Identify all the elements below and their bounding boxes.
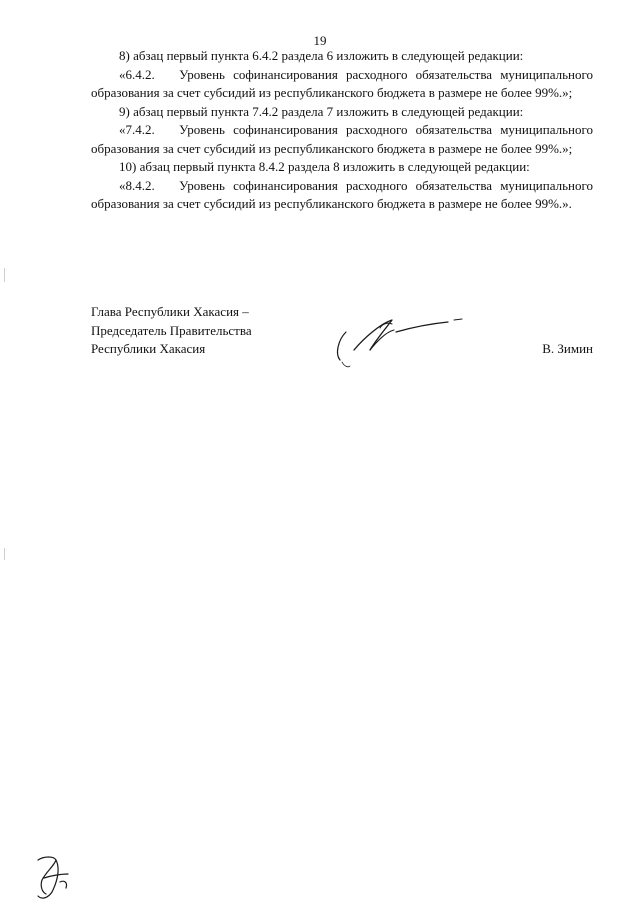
amendment-item-8: 8) абзац первый пункта 6.4.2 раздела 6 изложить в следующей редакции: xyxy=(119,48,524,63)
handwritten-initials-icon xyxy=(30,848,76,902)
page-number: 19 xyxy=(313,33,327,48)
amendment-text-6-4-2: «6.4.2. Уровень софинансирования расходного обязательства муниципального образования за счет субсидий из республиканского бюджета в размере не более 99%.»; xyxy=(91,66,593,100)
signatory-title xyxy=(91,303,252,359)
handwritten-signature-icon xyxy=(330,310,470,376)
scan-margin-mark xyxy=(4,268,5,282)
amendment-text xyxy=(91,47,593,214)
signatory-title-line-3: Республики Хакасия xyxy=(91,341,206,356)
signatory-title-line-1: Глава Республики Хакасия – xyxy=(91,304,249,319)
amendment-item-9: 9) абзац первый пункта 7.4.2 раздела 7 изложить в следующей редакции: xyxy=(119,103,524,119)
scan-margin-mark xyxy=(4,548,5,560)
amendment-item-10: 10) абзац первый пункта 8.4.2 раздела 8 изложить в следующей редакции: xyxy=(119,159,530,174)
amendment-text-7-4-2: «7.4.2. Уровень софинансирования расходного обязательства муниципального образования за счет субсидий из республиканского бюджета в размере не более 99%.»; xyxy=(91,122,593,156)
signatory-title-line-2: Председатель Правительства xyxy=(91,322,252,338)
signatory-name: В. Зимин xyxy=(542,341,593,356)
amendment-text-8-4-2: «8.4.2. Уровень софинансирования расходного обязательства муниципального образования за счет субсидий из республиканского бюджета в размере не более 99%.». xyxy=(91,177,593,211)
